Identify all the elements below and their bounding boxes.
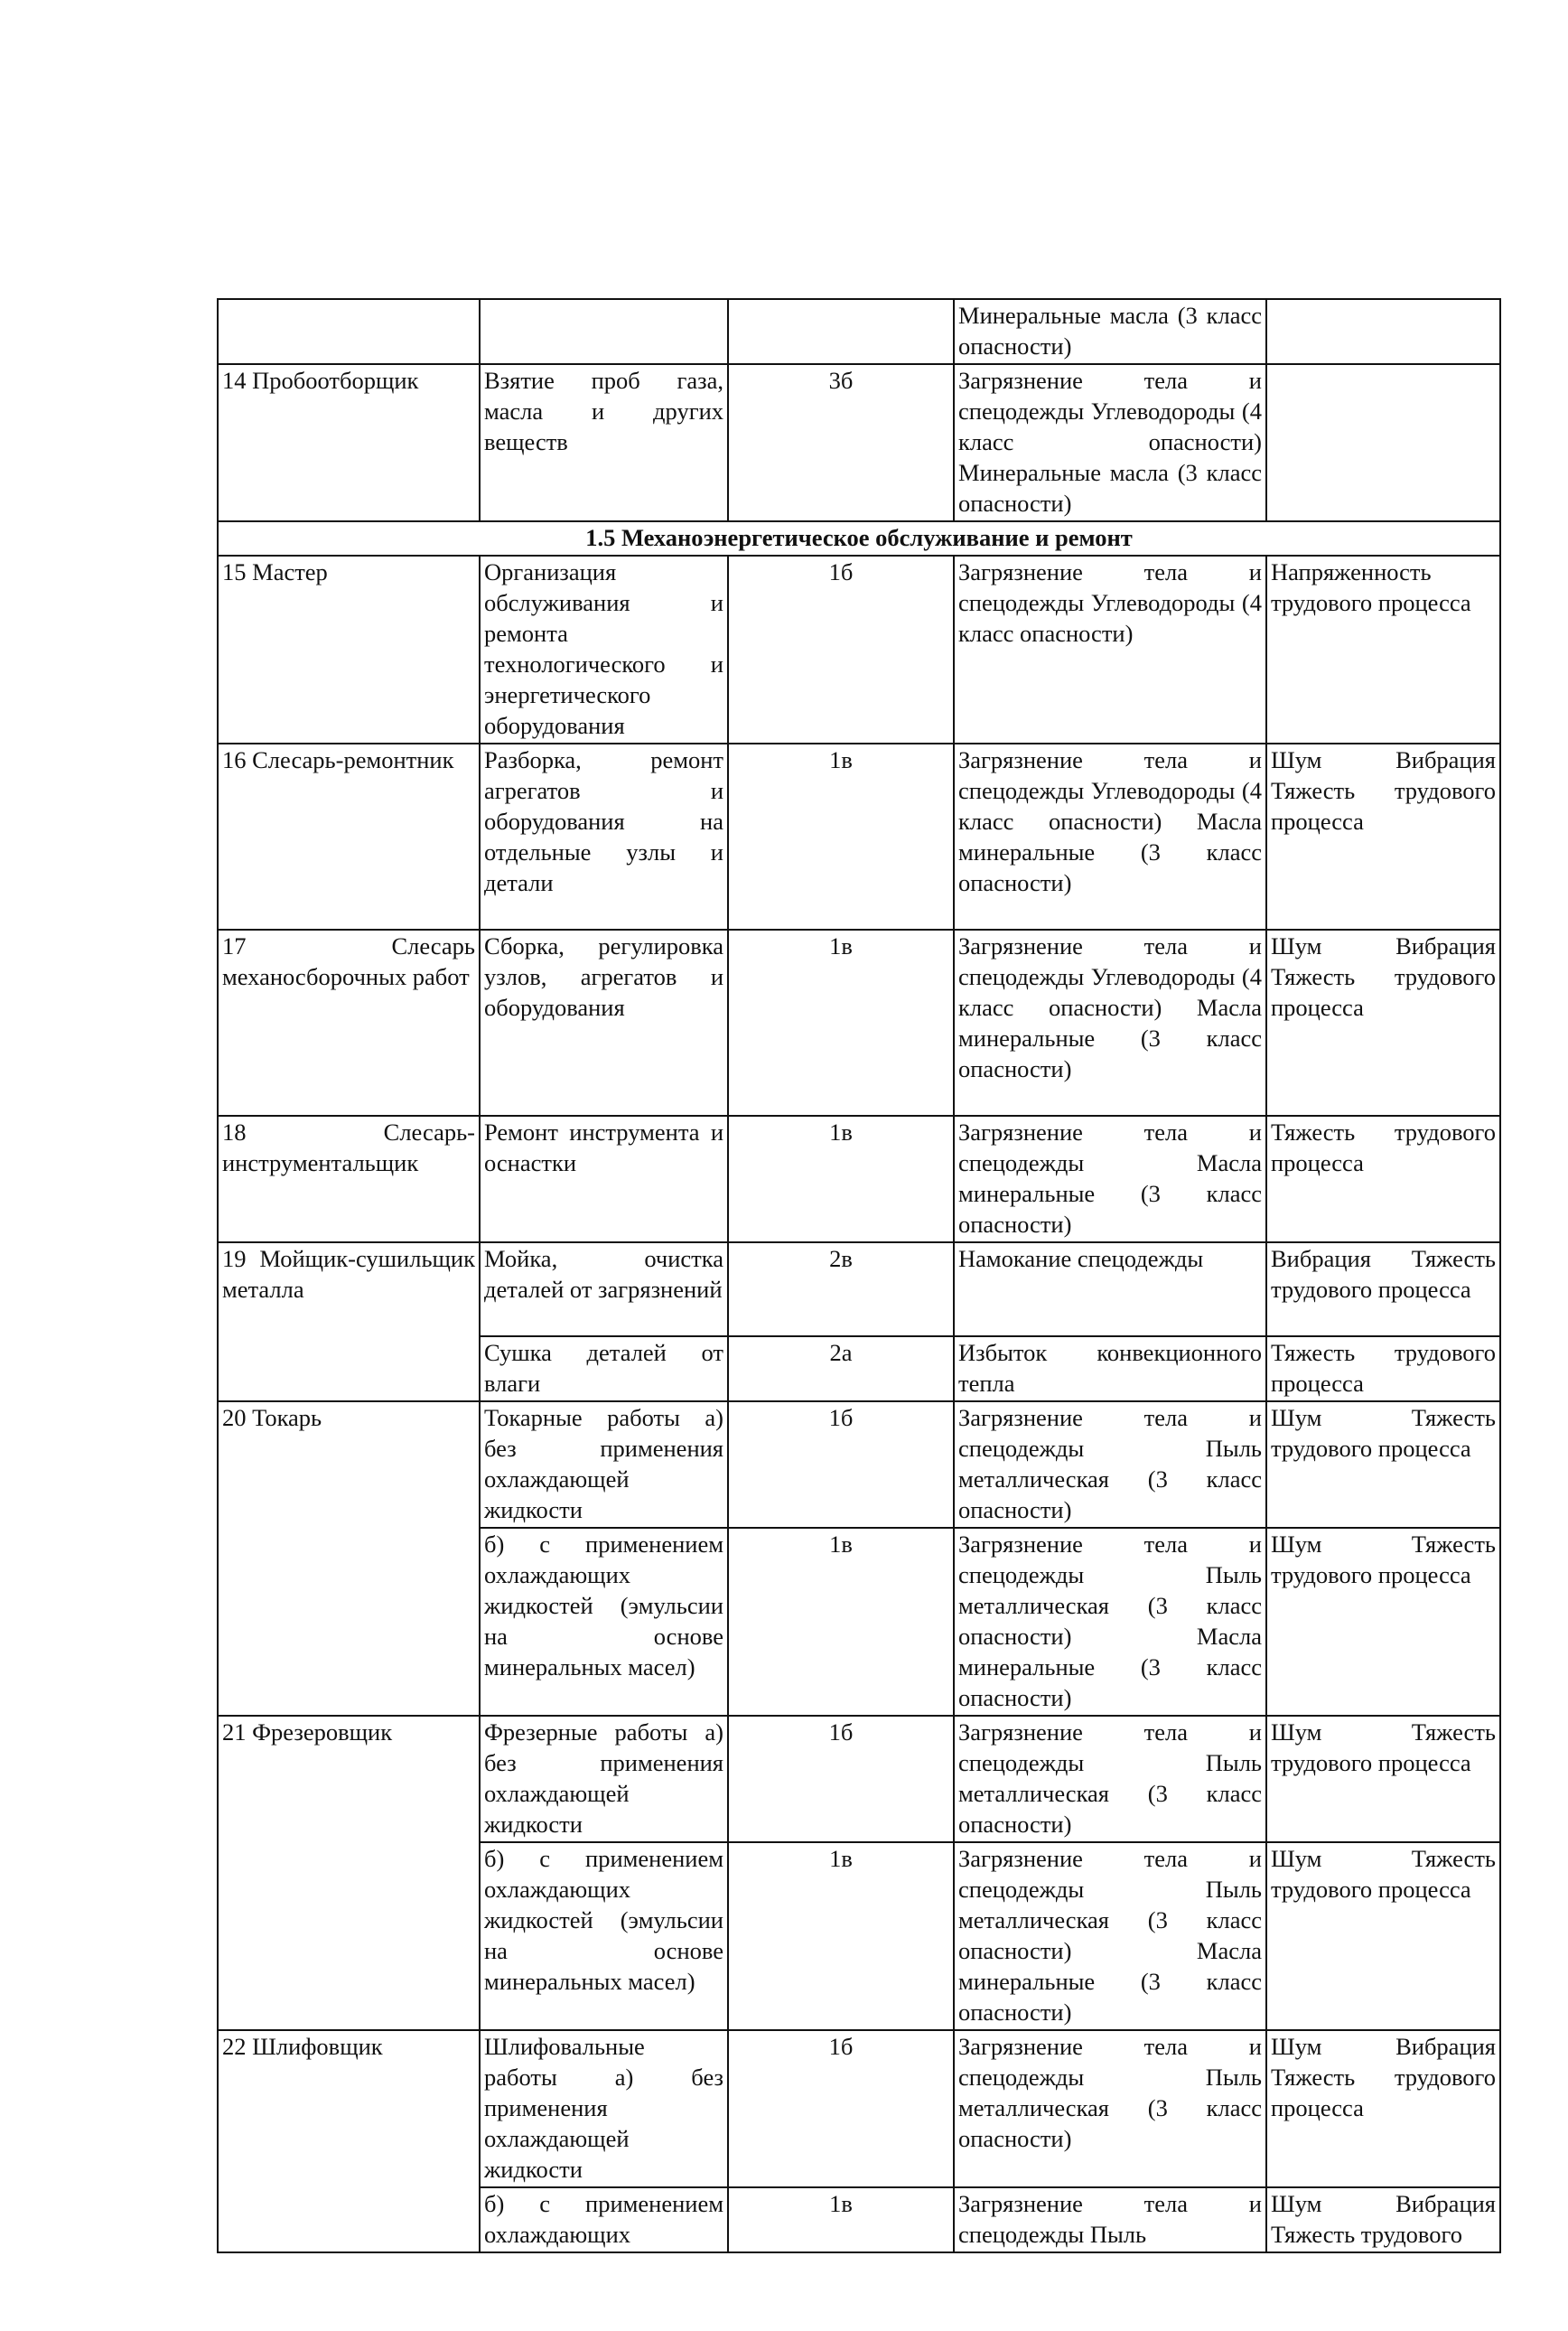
class-cell: 1в bbox=[728, 1528, 954, 1716]
chemical-factor-cell: Загрязнение тела и спецодежды Пыль металлическая (3 класс опасности) bbox=[954, 2030, 1266, 2187]
chemical-factor-cell: Избыток конвекционного тепла bbox=[954, 1336, 1266, 1401]
work-cell: Мойка, очистка деталей от загрязнений bbox=[480, 1242, 728, 1336]
other-factor-cell bbox=[1266, 299, 1500, 364]
chemical-factor-cell: Загрязнение тела и спецодежды Углеводороды (4 класс опасности) bbox=[954, 556, 1266, 744]
chemical-factor-cell: Загрязнение тела и спецодежды Углеводороды (4 класс опасности) Масла минеральные (3 класс опасности) bbox=[954, 744, 1266, 930]
chemical-factor-cell: Загрязнение тела и спецодежды Углеводороды (4 класс опасности) Масла минеральные (3 класс опасности) bbox=[954, 930, 1266, 1116]
work-cell: Сборка, регулировка узлов, агрегатов и оборудования bbox=[480, 930, 728, 1116]
work-cell: Шлифовальные работы а) без применения охлаждающей жидкости bbox=[480, 2030, 728, 2187]
other-factor-cell: Шум Вибрация Тяжесть трудового процесса bbox=[1266, 930, 1500, 1116]
class-cell: 1в bbox=[728, 1116, 954, 1242]
work-cell: б) с применением охлаждающих жидкостей (эмульсии на основе минеральных масел) bbox=[480, 1528, 728, 1716]
chemical-factor-cell: Загрязнение тела и спецодежды Пыль металлическая (3 класс опасности) Масла минеральные (3 класс опасности) bbox=[954, 1842, 1266, 2030]
class-cell: 1в bbox=[728, 2187, 954, 2252]
class-cell: 2в bbox=[728, 1242, 954, 1336]
class-cell: 1в bbox=[728, 744, 954, 930]
work-cell: Токарные работы а) без применения охлаждающей жидкости bbox=[480, 1401, 728, 1528]
other-factor-cell: Шум Тяжесть трудового процесса bbox=[1266, 1842, 1500, 2030]
profession-cell: 16 Слесарь-ремонтник bbox=[218, 744, 480, 930]
work-cell: Разборка, ремонт агрегатов и оборудования на отдельные узлы и детали bbox=[480, 744, 728, 930]
class-cell: 1в bbox=[728, 930, 954, 1116]
chemical-factor-cell: Загрязнение тела и спецодежды Пыль металлическая (3 класс опасности) bbox=[954, 1716, 1266, 1842]
profession-cell: 18 Слесарь-инструментальщик bbox=[218, 1116, 480, 1242]
class-cell: 3б bbox=[728, 364, 954, 521]
other-factor-cell: Шум Тяжесть трудового процесса bbox=[1266, 1401, 1500, 1528]
chemical-factor-cell: Минеральные масла (3 класс опасности) bbox=[954, 299, 1266, 364]
other-factor-cell: Напряженность трудового процесса bbox=[1266, 556, 1500, 744]
class-cell: 1б bbox=[728, 2030, 954, 2187]
work-cell bbox=[480, 299, 728, 364]
work-cell: Фрезерные работы а) без применения охлаждающей жидкости bbox=[480, 1716, 728, 1842]
section-title: 1.5 Механоэнергетическое обслуживание и ремонт bbox=[218, 521, 1500, 556]
table-row bbox=[218, 299, 1500, 364]
work-cell: б) с применением охлаждающих жидкостей (эмульсии на основе минеральных масел) bbox=[480, 1842, 728, 2030]
other-factor-cell: Тяжесть трудового процесса bbox=[1266, 1336, 1500, 1401]
class-cell: 1б bbox=[728, 556, 954, 744]
profession-cell: 19 Мойщик-сушильщик металла bbox=[218, 1242, 480, 1401]
other-factor-cell: Шум Тяжесть трудового процесса bbox=[1266, 1528, 1500, 1716]
profession-cell: 20 Токарь bbox=[218, 1401, 480, 1716]
table-row bbox=[218, 744, 1500, 930]
profession-cell: 15 Мастер bbox=[218, 556, 480, 744]
table-row bbox=[218, 1242, 1500, 1336]
profession-cell: 14 Пробоотборщик bbox=[218, 364, 480, 521]
table-row bbox=[218, 556, 1500, 744]
class-cell: 1б bbox=[728, 1716, 954, 1842]
work-cell: Ремонт инструмента и оснастки bbox=[480, 1116, 728, 1242]
hazard-table bbox=[217, 298, 1501, 2253]
other-factor-cell: Шум Вибрация Тяжесть трудового процесса bbox=[1266, 744, 1500, 930]
class-cell: 1б bbox=[728, 1401, 954, 1528]
profession-cell: 22 Шлифовщик bbox=[218, 2030, 480, 2252]
class-cell bbox=[728, 299, 954, 364]
work-cell: Организация обслуживания и ремонта технологического и энергетического оборудования bbox=[480, 556, 728, 744]
table-row bbox=[218, 930, 1500, 1116]
chemical-factor-cell: Намокание спецодежды bbox=[954, 1242, 1266, 1336]
section-row bbox=[218, 521, 1500, 556]
profession-cell bbox=[218, 299, 480, 364]
table-row bbox=[218, 1716, 1500, 1842]
profession-cell: 17 Слесарь механосборочных работ bbox=[218, 930, 480, 1116]
other-factor-cell: Шум Вибрация Тяжесть трудового bbox=[1266, 2187, 1500, 2252]
chemical-factor-cell: Загрязнение тела и спецодежды Пыль металлическая (3 класс опасности) bbox=[954, 1401, 1266, 1528]
other-factor-cell: Шум Тяжесть трудового процесса bbox=[1266, 1716, 1500, 1842]
chemical-factor-cell: Загрязнение тела и спецодежды Углеводороды (4 класс опасности) Минеральные масла (3 класс опасности) bbox=[954, 364, 1266, 521]
chemical-factor-cell: Загрязнение тела и спецодежды Масла минеральные (3 класс опасности) bbox=[954, 1116, 1266, 1242]
table-row bbox=[218, 1116, 1500, 1242]
table-row bbox=[218, 2030, 1500, 2187]
class-cell: 2а bbox=[728, 1336, 954, 1401]
work-cell: б) с применением охлаждающих bbox=[480, 2187, 728, 2252]
class-cell: 1в bbox=[728, 1842, 954, 2030]
other-factor-cell: Шум Вибрация Тяжесть трудового процесса bbox=[1266, 2030, 1500, 2187]
profession-cell: 21 Фрезеровщик bbox=[218, 1716, 480, 2030]
chemical-factor-cell: Загрязнение тела и спецодежды Пыль bbox=[954, 2187, 1266, 2252]
work-cell: Сушка деталей от влаги bbox=[480, 1336, 728, 1401]
table-row bbox=[218, 1401, 1500, 1528]
other-factor-cell: Тяжесть трудового процесса bbox=[1266, 1116, 1500, 1242]
chemical-factor-cell: Загрязнение тела и спецодежды Пыль металлическая (3 класс опасности) Масла минеральные (3 класс опасности) bbox=[954, 1528, 1266, 1716]
table-row bbox=[218, 364, 1500, 521]
work-cell: Взятие проб газа, масла и других веществ bbox=[480, 364, 728, 521]
other-factor-cell: Вибрация Тяжесть трудового процесса bbox=[1266, 1242, 1500, 1336]
other-factor-cell bbox=[1266, 364, 1500, 521]
